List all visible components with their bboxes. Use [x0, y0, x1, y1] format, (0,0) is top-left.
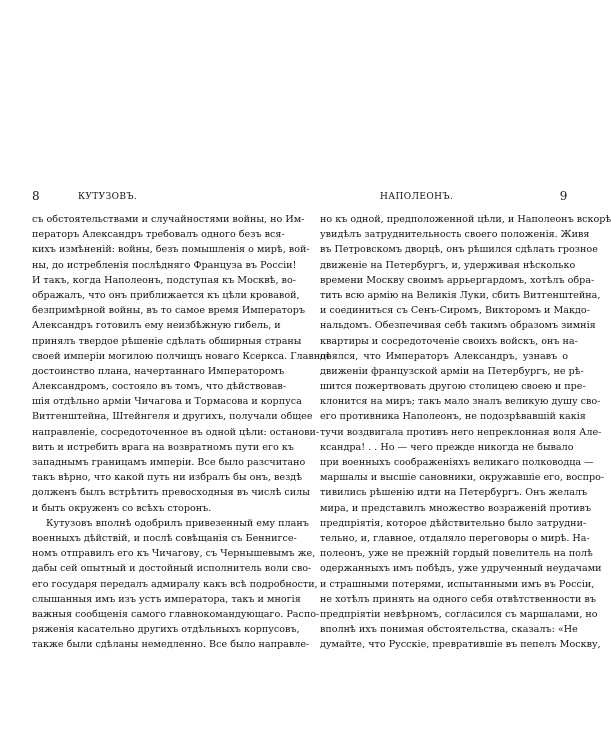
text-line: такъ вѣрно, что какой путь ни избралъ бы онъ, вездѣ	[32, 472, 302, 484]
text-line: предпріятія, которое дѣйствительно было затрудни-	[320, 517, 587, 529]
text-line: вить и истребить врага на возвратномъ пути его къ	[32, 441, 294, 453]
text-line: не хотѣлъ принять на одного себя отвѣтственности въ	[320, 593, 596, 605]
text-line: тивились рѣшенію идти на Петербургъ. Онъ желалъ	[320, 487, 588, 499]
text-line: слышанныя имъ изъ устъ императора, такъ и многія	[32, 593, 301, 605]
right-page-number: 9	[559, 189, 568, 203]
text-line: ксандра! . . Но — чего прежде никогда не бывало	[320, 441, 574, 453]
text-line: клонится на миръ; такъ мало зналъ великую душу сво-	[320, 396, 601, 408]
right-page	[320, 189, 611, 652]
text-line: ны, до истребленія послѣдняго Француза въ Россіи!	[32, 259, 297, 271]
text-line: Александромъ, состояло въ томъ, что дѣйствовав-	[32, 381, 287, 393]
text-line: и соединиться съ Сенъ-Сиромъ, Викторомъ и Макдо-	[320, 305, 590, 317]
text-line: принялъ твердое рѣшеніе сдѣлать обширныя страны	[32, 335, 302, 347]
text-line: шится пожертвовать другою столицею своею и пре-	[320, 381, 586, 393]
text-line: думайте, что Русскіе, превратившіе въ пепелъ Москву,	[320, 639, 601, 651]
left-page-number: 8	[32, 189, 41, 203]
text-line: одержанныхъ имъ побѣдъ, уже удрученный неудачами	[320, 563, 602, 575]
text-line: также были сдѣланы немедленно. Все было направле-	[32, 639, 310, 651]
text-line: движеніи французской арміи на Петербургъ, не рѣ-	[320, 365, 584, 377]
text-line: важныя сообщенія самого главнокомандующаго. Распо-	[32, 608, 320, 620]
text-line: достоинство плана, начертаннаго Императоромъ	[32, 365, 285, 377]
text-line: движеніе на Петербургъ, и, удерживая нѣсколько	[320, 259, 576, 271]
text-line: Витгенштейна, Штейнгеля и другихъ, получали общее	[32, 411, 313, 423]
text-line: мира, и представилъ множество возраженій противъ	[320, 502, 592, 514]
text-line: тить всю армію на Великія Луки, сбить Витгенштейна,	[320, 289, 601, 301]
text-line: полеонъ, уже не прежній гордый повелитель на полѣ	[320, 548, 593, 560]
text-line: но къ одной, предположенной цѣли, и Наполеонъ вскорѣ	[320, 214, 611, 225]
text-line: дабы сей опытный и достойный исполнитель воли сво-	[32, 563, 312, 575]
text-line: его государя передалъ адмиралу какъ всѣ подробности,	[32, 578, 318, 590]
text-line: маршалы и высшіе сановники, окружавшіе его, воспро-	[320, 472, 605, 484]
text-line: дѣялся, что Императоръ Александръ, узнавъ о	[320, 350, 568, 362]
left-running-title: КУТУЗОВЪ.	[78, 192, 138, 202]
text-line: предпріятіи невѣрномъ, согласился съ маршалами, но	[320, 608, 598, 620]
text-line: кихъ измѣненій: войны, безъ помышленія о мирѣ, вой-	[32, 244, 310, 256]
text-line: своей имперіи могилою полчищъ новаго Ксеркса. Главное	[32, 350, 332, 362]
text-line: номъ отправилъ его къ Чичагову, съ Чернышевымъ же,	[32, 548, 316, 560]
text-line: вполнѣ ихъ понимая обстоятельства, сказалъ: «Не	[320, 624, 578, 636]
text-line: западнымъ границамъ имперіи. Все было разсчитано	[32, 457, 306, 468]
text-line: и страшными потерями, испытанными имъ въ Россіи,	[320, 578, 595, 590]
text-line: И такъ, когда Наполеонъ, подступая къ Москвѣ, во-	[32, 274, 296, 286]
text-line: ряженія касательно другихъ отдѣльныхъ корпусовъ,	[32, 624, 300, 636]
text-line: его противника Наполеонъ, не подозрѣвавшій какія	[320, 411, 586, 423]
text-line: времени Москву своимъ аррьергардомъ, хотѣлъ обра-	[320, 274, 595, 286]
text-line: Александръ готовилъ ему неизбѣжную гибель, и	[32, 320, 281, 332]
text-line: при военныхъ соображеніяхъ великаго полководца —	[320, 457, 594, 468]
right-page-header	[320, 189, 568, 208]
right-page-text	[320, 212, 611, 652]
text-line: и быть окруженъ со всѣхъ сторонъ.	[32, 502, 212, 514]
text-line: нальдомъ. Обезпечивая себѣ такимъ образомъ зимнія	[320, 320, 596, 332]
left-page	[32, 189, 332, 652]
text-line: съ обстоятельствами и случайностями войны, но Им-	[32, 214, 305, 225]
text-line: безпримѣрной войны, въ то самое время Императоръ	[32, 305, 305, 317]
text-line: ператоръ Александръ требовалъ одного безъ вся-	[32, 229, 285, 241]
text-line: въ Петровскомъ дворцѣ, онъ рѣшился сдѣлать грозное	[320, 244, 598, 256]
right-running-title: НАПОЛЕОНЪ.	[380, 192, 454, 202]
text-line: тучи воздвигала противъ него непреклонная воля Але-	[320, 426, 602, 438]
text-line: ображалъ, что онъ приближается къ цѣли кровавой,	[32, 289, 300, 301]
text-line: увидѣлъ затруднительность своего положенія. Живя	[320, 229, 590, 241]
left-page-text	[32, 212, 332, 652]
text-line: шія отдѣльно арміи Чичагова и Тормасова и корпуса	[32, 396, 302, 408]
text-line: тельно, и, главное, отдаляло переговоры о мирѣ. На-	[320, 532, 590, 544]
left-page-header	[32, 189, 280, 208]
text-line: направленіе, сосредоточенное въ одной цѣли: останови-	[32, 426, 320, 438]
text-line: военныхъ дѣйствій, и послѣ совѣщанія съ Беннигсе-	[32, 532, 297, 544]
text-line: Кутузовъ вполнѣ одобрилъ привезенный ему планъ	[46, 517, 309, 529]
text-line: квартиры и сосредоточеніе своихъ войскъ, онъ на-	[320, 335, 578, 347]
text-line: долженъ былъ встрѣтить превосходныя въ числѣ силы	[32, 487, 310, 499]
